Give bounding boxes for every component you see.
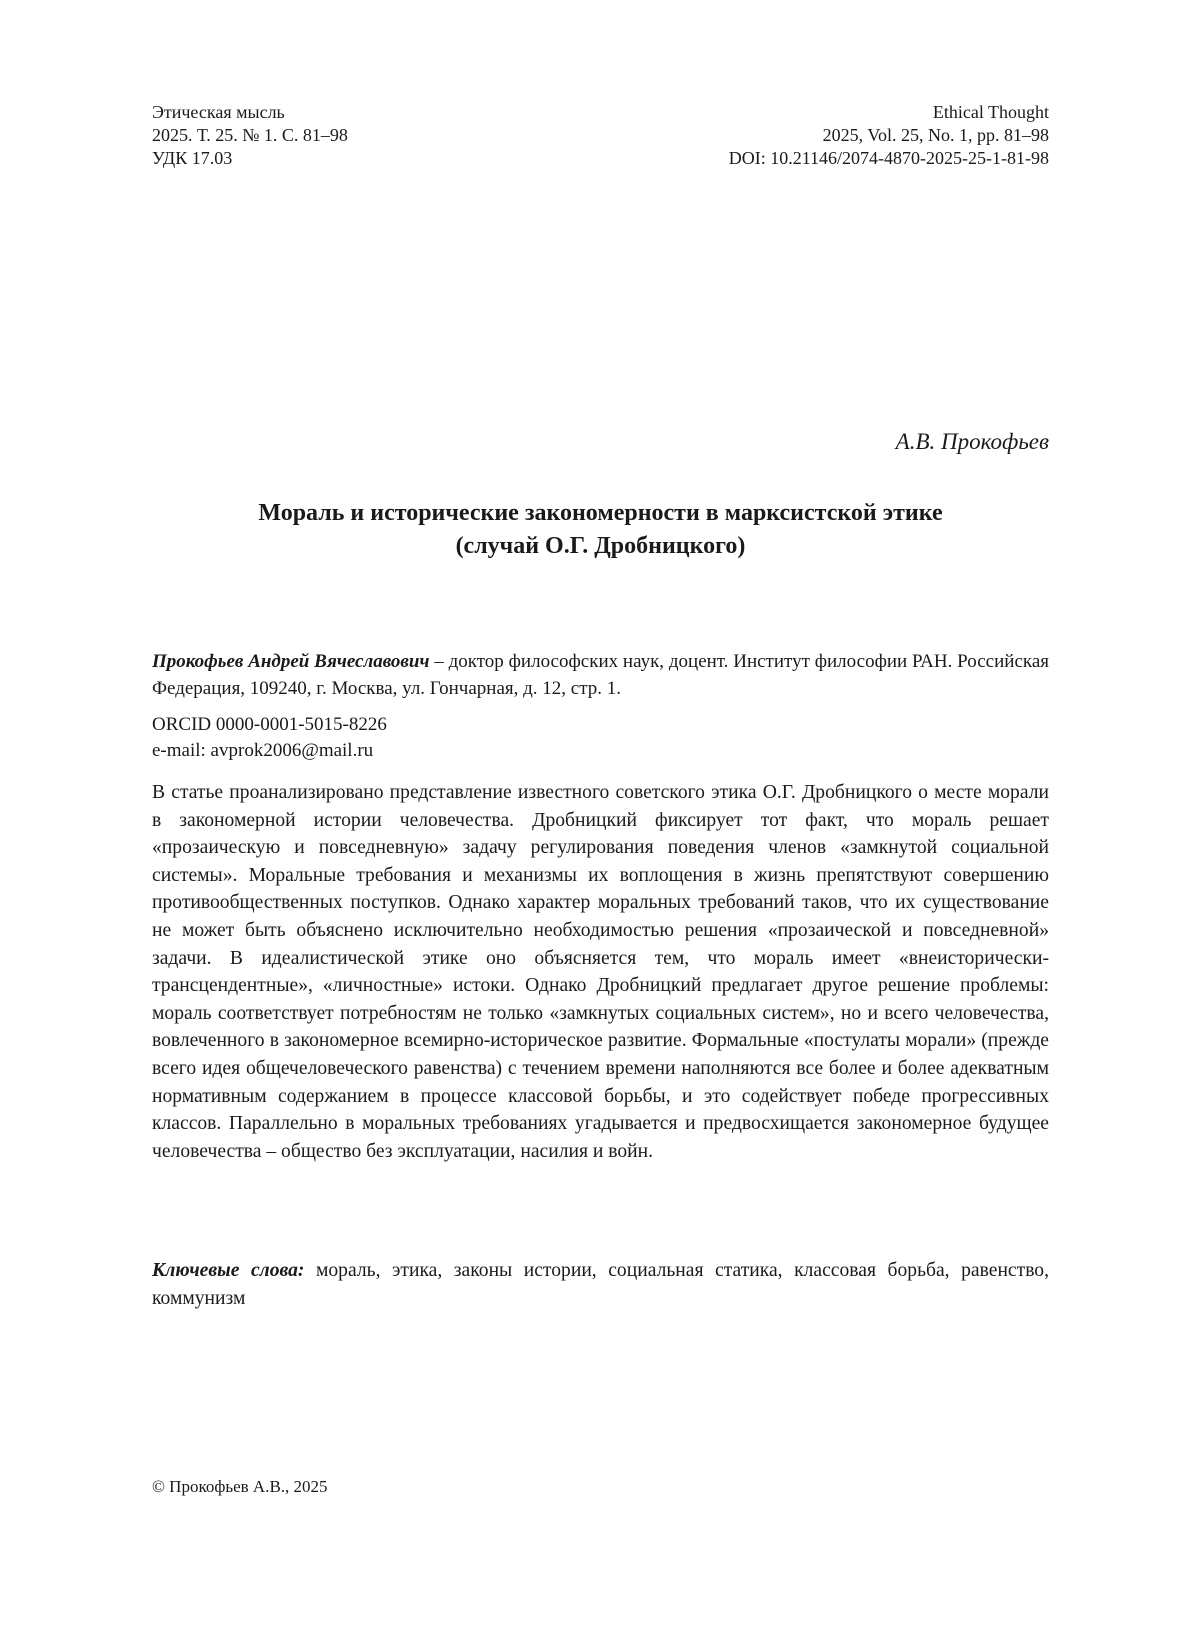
- keywords: [152, 1257, 1049, 1312]
- article-title: [152, 497, 1049, 563]
- doi: DOI: 10.21146/2074-4870-2025-25-1-81-98: [728, 148, 1049, 168]
- author-description: – доктор философских наук, доцент. Институт философии РАН. Российская Федерация, 109240, г. Москва, ул. Гончарная, д. 12, стр. 1.: [152, 651, 1049, 699]
- udc-code: УДК 17.03: [152, 148, 233, 168]
- article-page: [152, 0, 1049, 1646]
- issue-info-ru: 2025. Т. 25. № 1. С. 81–98: [152, 125, 348, 145]
- copyright: © Прокофьев А.В., 2025: [152, 1477, 328, 1496]
- author-contacts: [152, 712, 1049, 764]
- article-title-line-1: Мораль и исторические закономерности в марксистской этике: [258, 500, 943, 526]
- author-affiliation: [152, 648, 1049, 702]
- author-full-name: Прокофьев Андрей Вячеславович: [152, 651, 430, 672]
- journal-title-en: Ethical Thought: [932, 102, 1049, 122]
- header-left: [152, 101, 348, 170]
- keywords-label: Ключевые слова:: [152, 1260, 305, 1281]
- abstract: В статье проанализировано представление известного советского этика О.Г. Дробницкого о месте морали в закономерной истории человечества. Дробницкий фиксирует тот факт, что мораль решает «прозаическую и повседневную» задачу регулирования поведения членов «замкнутой социальной системы». Моральные требования и механизмы их воплощения в жизнь препятствуют совершению противообщественных поступков. Однако характер моральных требований таков, что их существование не может быть объяснено исключительно необходимостью решения «прозаической и повседневной» задачи. В идеалистической этике оно объясняется тем, что мораль имеет «внеисторически-трансцендентные», «личностные» истоки. Однако Дробницкий предлагает другое решение проблемы: мораль соответствует потребностям не только «замкнутых социальных систем», но и всего человечества, вовлеченного в закономерное всемирно-историческое развитие. Формальные «постулаты морали» (прежде всего идея общечеловеческого равенства) с течением времени наполняются все более и более адекватным нормативным содержанием в процессе классовой борьбы, и это содействует победе прогрессивных классов. Параллельно в моральных требованиях угадывается и предвосхищается закономерное будущее человечества – общество без эксплуатации, насилия и войн.: [152, 782, 1049, 1162]
- header-right: [729, 101, 1049, 170]
- issue-info-en: 2025, Vol. 25, No. 1, pp. 81–98: [822, 125, 1049, 145]
- journal-title-ru: Этическая мысль: [152, 102, 285, 122]
- orcid: ORCID 0000-0001-5015-8226: [152, 714, 387, 735]
- email: e-mail: avprok2006@mail.ru: [152, 740, 374, 761]
- article-title-line-2: (случай О.Г. Дробницкого): [455, 533, 746, 559]
- keywords-text: мораль, этика, законы истории, социальная статика, классовая борьба, равенство, коммунизм: [152, 1260, 1050, 1309]
- author-byline: А.В. Прокофьев: [895, 429, 1049, 454]
